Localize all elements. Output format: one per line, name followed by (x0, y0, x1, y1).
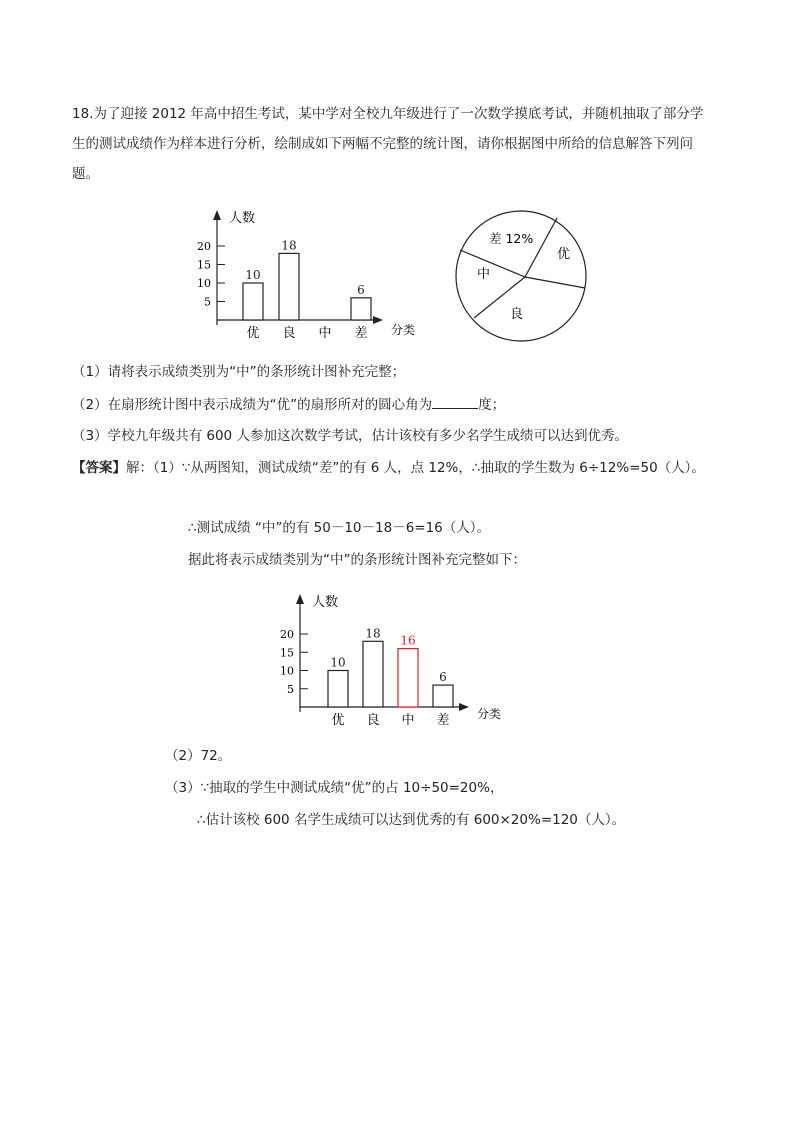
chart2-bar-3 (433, 685, 453, 707)
part-3: （3）学校九年级共有 600 人参加这次数学考试，估计该校有多少名学生成绩可以达到优秀。 (72, 428, 628, 444)
answer-line-3: 据此将表示成绩类别为“中”的条形统计图补充完整如下： (188, 552, 526, 568)
chart2-bar-value-2: 16 (400, 633, 416, 648)
chart2-xlabel: 分类 (477, 707, 502, 721)
chart1-ytick-label-10: 10 (197, 277, 211, 290)
chart2-category-1: 良 (366, 713, 380, 728)
chart1-bar-value-1: 18 (281, 238, 297, 253)
chart2-ytick-label-10: 10 (280, 664, 294, 678)
question-line-2: 生的测试成绩作为样本进行分析，绘制成如下两幅不完整的统计图，请你根据图中所给的信息解答下列问 (72, 136, 693, 152)
chart1-category-1: 良 (282, 326, 296, 340)
chart2-category-0: 优 (331, 713, 345, 728)
chart1-y-arrow (213, 210, 221, 220)
answer-line-4: （2）72。 (165, 748, 232, 764)
chart2-bar-2 (398, 649, 418, 707)
part-2-unit: 度； (478, 397, 506, 413)
answer-line-1-text: 解：（1）∵从两图知，测试成绩“差”的有 6 人，点 12%，∴抽取的学生数为 6÷12%=50（人）。 (126, 460, 705, 476)
pie-label-you: 优 (557, 247, 571, 262)
answer-line-2: ∴测试成绩 “中”的有 50－10－18－6=16（人）。 (188, 520, 491, 536)
chart1-bar-1 (279, 253, 299, 320)
part-1: （1）请将表示成绩类别为“中”的条形统计图补充完整； (72, 364, 406, 380)
question-line-1: 18.为了迎接 2012 年高中招生考试，某中学对全校九年级进行了一次数学摸底考试，并随机抽取了部分学 (72, 106, 704, 122)
chart1-bar-value-0: 10 (245, 268, 261, 282)
chart2-ytick-label-15: 15 (280, 646, 294, 660)
chart1-category-0: 优 (246, 326, 260, 340)
chart2-x-arrow (459, 703, 469, 711)
answer-line-1 (72, 458, 705, 478)
chart2-bar-value-0: 10 (330, 655, 346, 670)
pie-chart (455, 210, 595, 350)
chart1-category-2: 中 (318, 326, 332, 340)
chart2-bar-0 (328, 671, 348, 708)
chart1-xlabel: 分类 (391, 323, 416, 337)
chart2-bar-value-3: 6 (439, 670, 447, 685)
pie-divider-cha-you (525, 218, 557, 277)
pie-label-liang: 良 (510, 307, 524, 322)
chart1-ylabel: 人数 (229, 211, 256, 226)
chart1-bar-0 (243, 283, 263, 320)
answer-line-5: （3）∵抽取的学生中测试成绩“优”的占 10÷50=20%， (165, 780, 504, 796)
chart1-x-arrow (373, 316, 383, 324)
part-2 (72, 394, 505, 415)
chart2-bar-value-1: 18 (365, 626, 381, 641)
chart1-ytick-label-5: 5 (204, 295, 211, 309)
chart1-bar-value-3: 6 (357, 282, 365, 297)
chart2-y-arrow (296, 594, 304, 604)
chart2-bar-1 (363, 641, 383, 707)
chart1-ytick-label-20: 20 (197, 240, 211, 253)
chart2-category-3: 差 (436, 713, 450, 728)
answer-blank (432, 394, 478, 409)
pie-divider-cha-zhong (460, 250, 525, 277)
bar-chart-incomplete (195, 200, 435, 340)
bar-chart-complete (278, 590, 518, 730)
part-2-text: （2）在扇形统计图中表示成绩为“优”的扇形所对的圆心角为 (72, 397, 433, 413)
chart1-category-3: 差 (354, 326, 368, 340)
chart2-ylabel: 人数 (312, 595, 339, 610)
chart2-category-2: 中 (401, 713, 415, 728)
chart1-bar-3 (351, 298, 371, 320)
pie-label-cha: 差 12% (489, 231, 534, 246)
chart2-ytick-label-5: 5 (287, 682, 294, 696)
question-line-3: 题。 (72, 166, 99, 182)
answer-label: 【答案】 (72, 460, 126, 476)
pie-label-zhong: 中 (477, 267, 491, 282)
chart1-ytick-label-15: 15 (197, 258, 211, 272)
answer-line-6: ∴估计该校 600 名学生成绩可以达到优秀的有 600×20%=120（人）。 (197, 812, 626, 828)
chart2-ytick-label-20: 20 (280, 628, 294, 641)
pie-divider-you-liang (525, 277, 585, 288)
